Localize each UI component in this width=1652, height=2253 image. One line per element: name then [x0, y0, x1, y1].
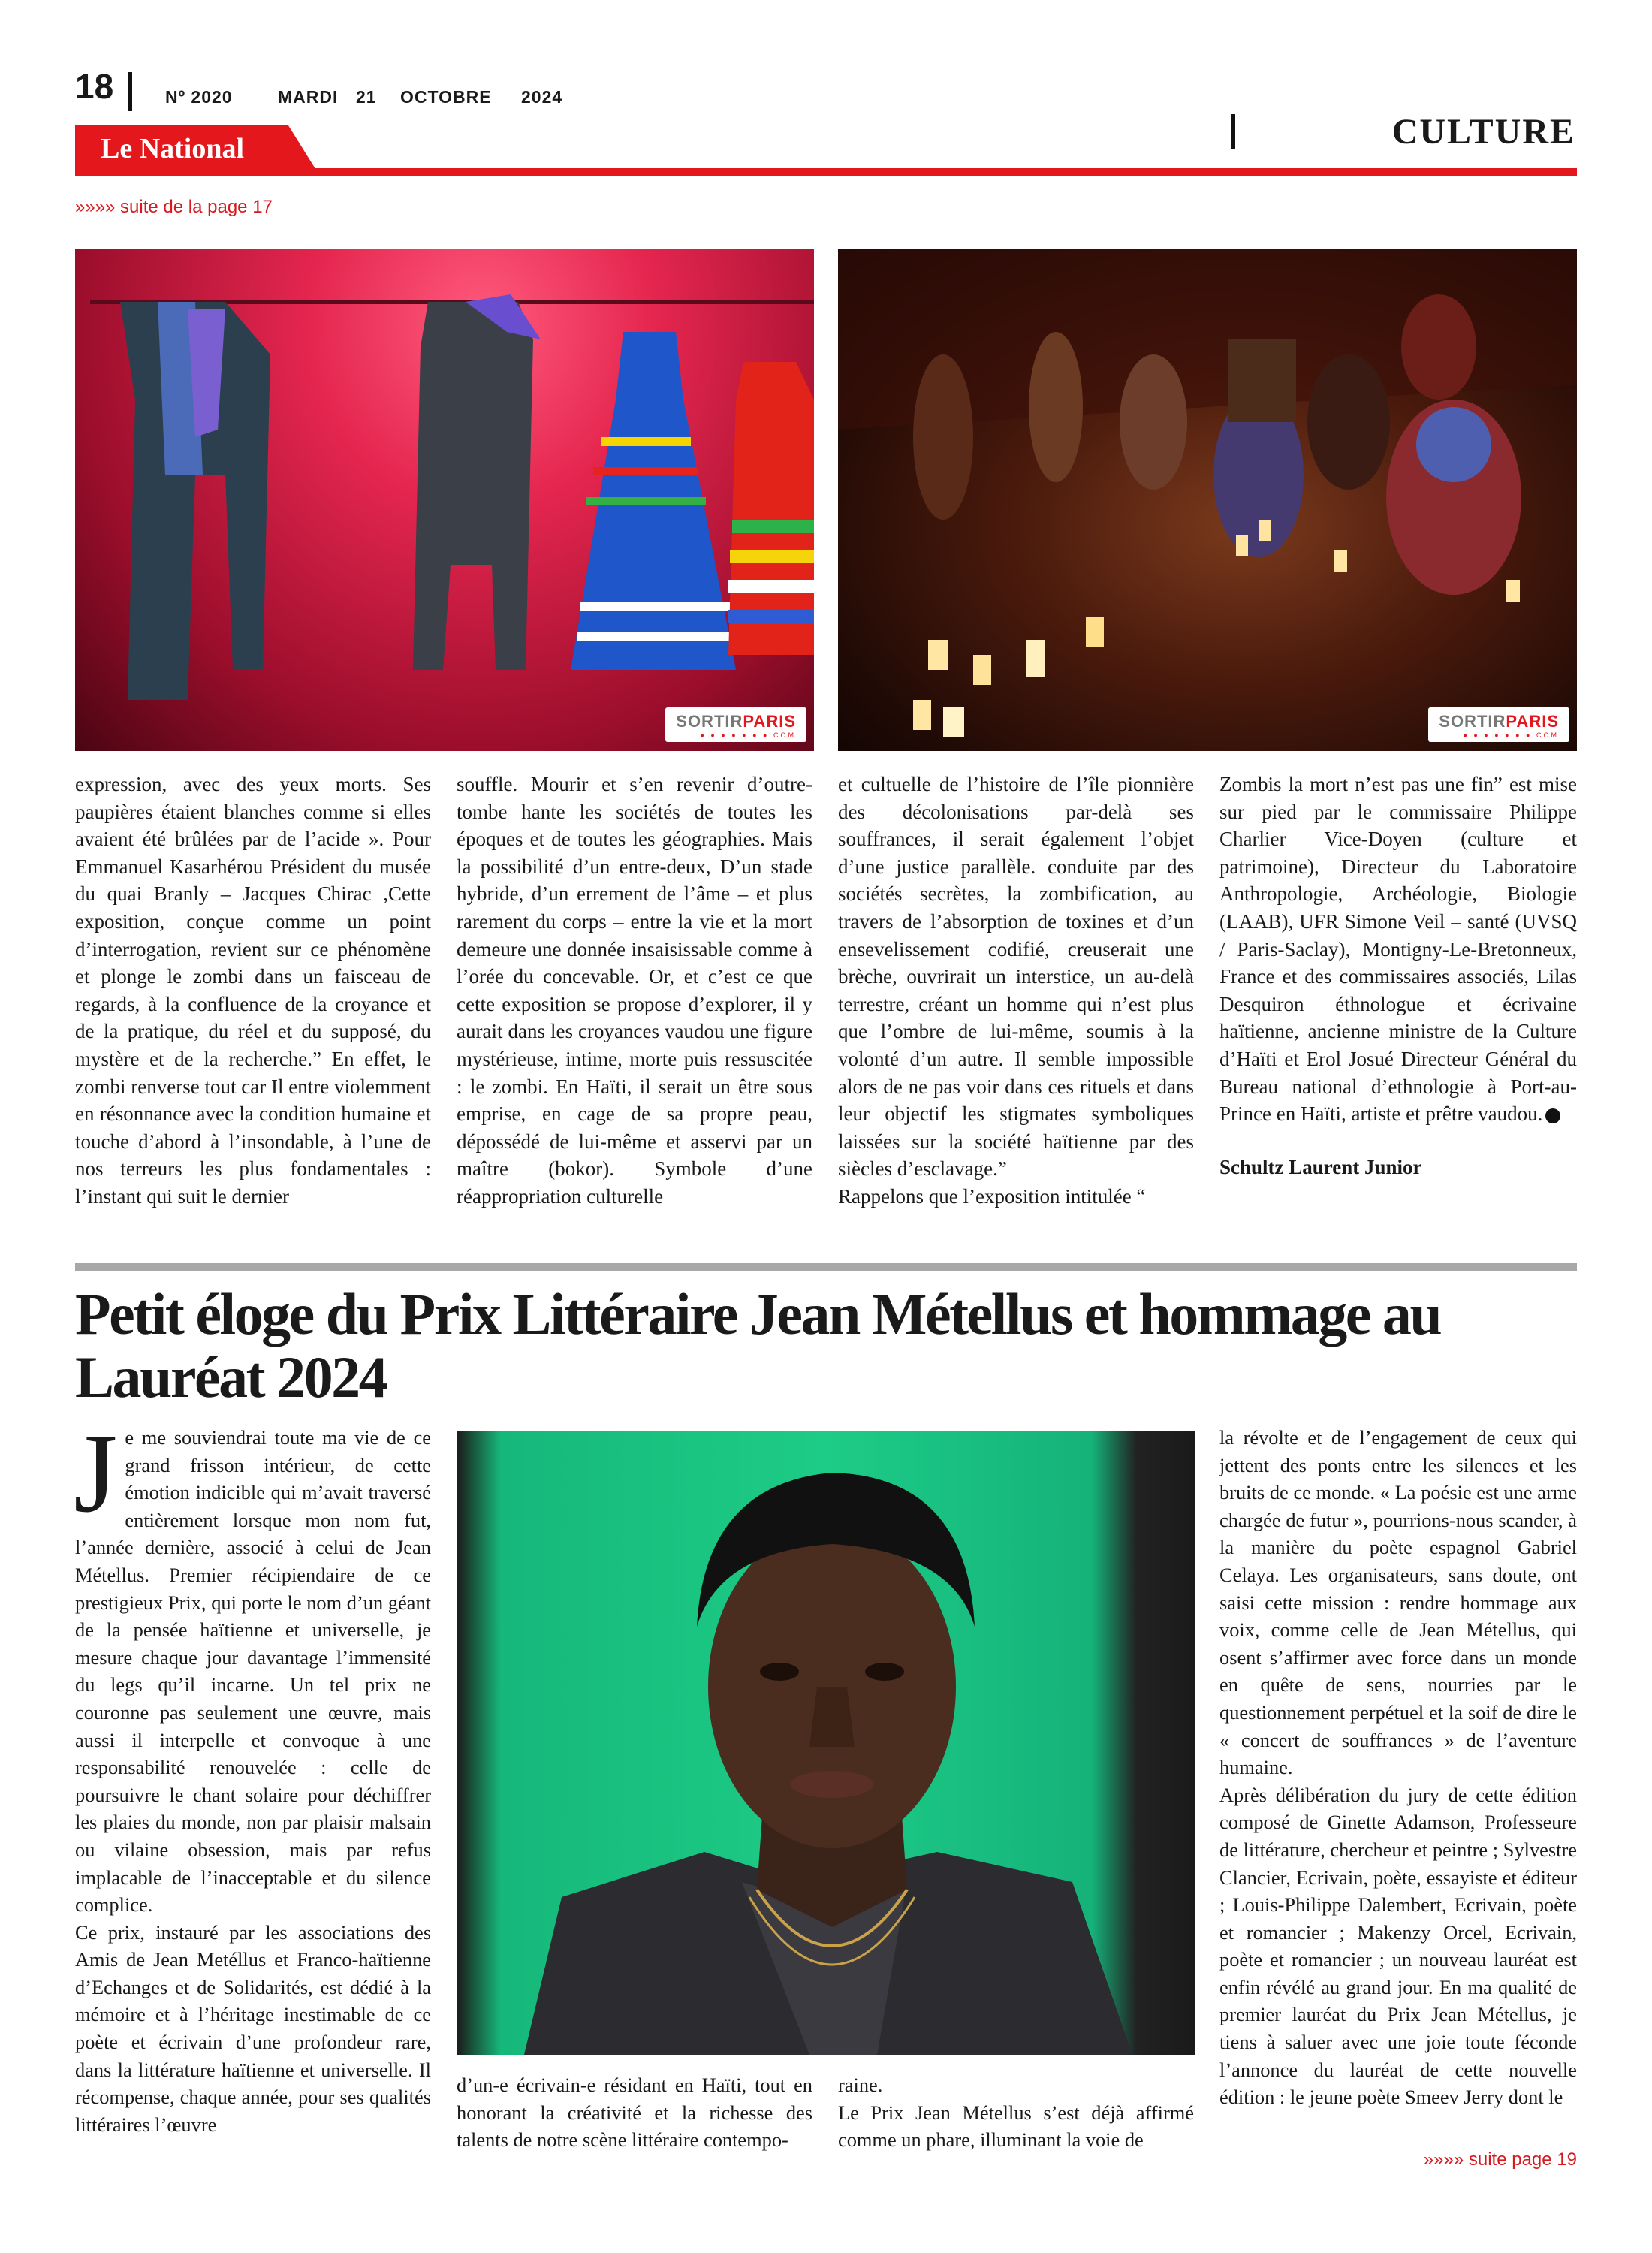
article2-column-3-para-1: raine. — [838, 2074, 883, 2096]
article2-column-3-para-2: Le Prix Jean Métellus s’est déjà affirmé comme un phare, illuminant la voie de — [838, 2101, 1194, 2152]
laureate-portrait-photo — [457, 1431, 1195, 2055]
article2-column-4 — [1219, 1424, 1577, 2111]
article2-column-2: d’un-e écrivain-e résidant en Haïti, tout en honorant la créativité et la richesse des talents de notre scène littéraire contempo- — [457, 2074, 812, 2152]
article1-column-3-text: et cultuelle de l’histoire de l’île pionnière des décolonisations par-delà ses souffrances, il serait également l’objet d’une justice parallèle. conduite par des sociétés secrètes, la zombification, au travers de l’absorption de toxines et d’un ensevelissement codifié, creuserait une brèche, ouvrirait un interstice, un au-delà terrestre, créant un homme qui n’est plus que l’ombre de lui-même, soumis à la volonté d’un autre. Il semble impossible alors de ne pas voir dans ces rituels et dans leur objectif les stigmates symboliques laissées sur la société haïtienne par des siècles d’esclavage.” — [838, 773, 1194, 1181]
article2-column-1 — [74, 1411, 431, 2138]
issue-month: OCTOBRE — [400, 87, 492, 107]
header-divider — [128, 72, 132, 111]
article1-column-4 — [1219, 771, 1577, 1181]
watermark-sub: ● ● ● ● ● ● ● COM — [700, 731, 796, 739]
article2-headline: Petit éloge du Prix Littéraire Jean Métellus et hommage au Lauréat 2024 — [75, 1281, 1441, 1410]
article1-column-2: souffle. Mourir et s’en revenir d’outre-tombe hante les sociétés de toutes les époques et de toutes les géographies. Mais la possibilité d’un entre-deux, D’un stade hybride, d’un errement de l’âme – et plus rarement du corps – entre la vie et la mort demeure une donnée insaisissable comme à l’orée du concevable. Or, et c’est ce que cette exposition se propose d’explorer, il y aurait dans les croyances vaudou une figure mystérieuse, intime, morte puis ressuscitée : le zombi. En Haïti, il serait un être sous emprise, en cage de sa propre peau, dépossédé de lui-même et asservi par un maître (bokor). Symbole d’une réappropriation culturelle — [457, 773, 812, 1208]
article2-column-4-para-2: Après délibération du jury de cette édition composé de Ginette Adamson, Professeure de littérature, chercheur et peintre ; Sylvestre Clancier, Ecrivain, poète, essayiste et éditeur ; Louis-Philippe Dalembert, Ecrivain, poète et romancier ; Makenzy Orcel, Ecrivain, poète et romancier ; un nouveau lauréat est enfin révélé au grand jour. En ma qualité de premier lauréat du Prix Jean Métellus, je tiens à saluer avec une joie toute féconde l’annonce du lauréat de cette nouvelle édition : le jeune poète Smeev Jerry dont le — [1219, 1783, 1577, 2109]
issue-year: 2024 — [521, 87, 563, 107]
watermark-text-a: SORTIR — [1439, 712, 1506, 731]
article1-column-1: expression, avec des yeux morts. Ses paupières étaient blanches comme si elles avaient été brûlées par de l’acide ». Pour Emmanuel Kasarhérou Président du musée du quai Branly – Jacques Chirac ,Cette exposition, conçue comme un point d’interrogation, revient sur ce phénomène et plonge le zombi dans un faisceau de regards, à la confluence de la croyance et de la pratique, du réel et du supposé, du mystère et de la recherche.” En effet, le zombi renverse tout car Il entre violemment en résonnance avec la condition humaine et touche d’abord à l’insondable, à l’une de nos terreurs les plus fondamentales : l’instant qui suit le dernier — [75, 773, 431, 1208]
page-number: 18 — [75, 67, 114, 106]
article1-byline: Schultz Laurent Junior — [1219, 1155, 1422, 1178]
costumes-photo — [75, 249, 814, 751]
watermark-text-a: SORTIR — [676, 712, 743, 731]
section-divider — [1231, 114, 1235, 149]
article1-column-3-tail: Rappelons que l’exposition intitulée “ — [838, 1184, 1146, 1208]
article-separator — [75, 1263, 1577, 1271]
continued-from: »»»» suite de la page 17 — [75, 197, 273, 217]
issue-day: MARDI — [278, 87, 339, 107]
end-of-article-icon — [1545, 1108, 1560, 1123]
costumes-illustration — [75, 249, 814, 751]
article1-column-3 — [838, 771, 1194, 1211]
article2-column-1-para-2: Ce prix, instauré par les associations des Amis de Jean Metéllus et Franco-haïtienne d’Echanges et de Solidarités, est dédié à la mémoire et à l’héritage inestimable de ce poète et écrivain d’une profondeur rare, dans la littérature haïtienne et universelle. Il récompense, chaque année, pour ses qualités littéraires l’œuvre — [75, 1920, 431, 2136]
watermark-text-b: PARIS — [1506, 712, 1559, 731]
article2-column-1-para-1: e me souviendrai toute ma vie de ce grand frisson intérieur, de cette émotion indicible qui m’avait traversé entièrement lorsque mon nom fut, l’année dernière, associé à celui de Jean Métellus. Premier récipiendaire de ce prestigieux Prix, qui porte le nom d’un géant de la pensée haïtienne et universelle, je mesure chaque jour davantage l’immensité du legs qu’il incarne. Un tel prix ne couronne pas seulement une œuvre, mais aussi il interpelle et convoque à une responsabilité renouvelée : celle de poursuivre le chant solaire pour déchiffrer les plaies du monde, non par plaisir malsain ou vilaine obsession, mais par refus implacable de l’inacceptable et du silence complice. — [75, 1426, 431, 1917]
newspaper-name: Le National — [101, 133, 245, 164]
drop-cap: J — [74, 1411, 118, 1536]
header-rule — [75, 168, 1577, 176]
continued-to: »»»» suite page 19 — [1423, 2149, 1577, 2170]
zombi-exhibition-photo — [838, 249, 1577, 751]
photo-credit-watermark-2 — [1428, 707, 1569, 742]
issue-date: 21 — [356, 87, 377, 107]
article2-column-3 — [838, 2071, 1194, 2154]
watermark-text-b: PARIS — [743, 712, 796, 731]
section-title: CULTURE — [1391, 112, 1575, 152]
article1-column-4-text: Zombis la mort n’est pas une fin” est mise sur pied par le commissaire Philippe Charlier Vice-Doyen (culture et patrimoine), Directeur du Laboratoire Anthropologie, Archéologie, Biologie (LAAB), UFR Simone Veil – santé (UVSQ / Paris-Saclay), Montigny-Le-Bretonneux, France et des commissaires associés, Lilas Desquiron éthnologue et écrivaine haïtienne, ancienne ministre de la Culture d’Haïti et Erol Josué Directeur Général du Bureau national d’ethnologie à Port-au-Prince en Haïti, artiste et prêtre vaudou. — [1219, 773, 1577, 1126]
portrait-illustration — [457, 1431, 1195, 2055]
article2-column-4-para-1: la révolte et de l’engagement de ceux qui jettent des ponts entre les silences et les bruits de ce monde. « La poésie est une arme chargée de futur », pourrions-nous scander, à la manière du poète espagnol Gabriel Celaya. Les organisateurs, sans doute, ont saisi cette mission : rendre hommage aux voix, comme celle de Jean Métellus, qui osent s’affirmer avec force dans un monde en quête de sens, nourries par le questionnement perpétuel et la soif de dire le « concert de souffrances » de l’aventure humaine. — [1219, 1426, 1577, 1779]
exhibition-illustration — [838, 249, 1577, 751]
issue-number: Nº 2020 — [165, 87, 233, 107]
photo-credit-watermark — [665, 707, 806, 742]
watermark-sub: ● ● ● ● ● ● ● COM — [1463, 731, 1559, 739]
